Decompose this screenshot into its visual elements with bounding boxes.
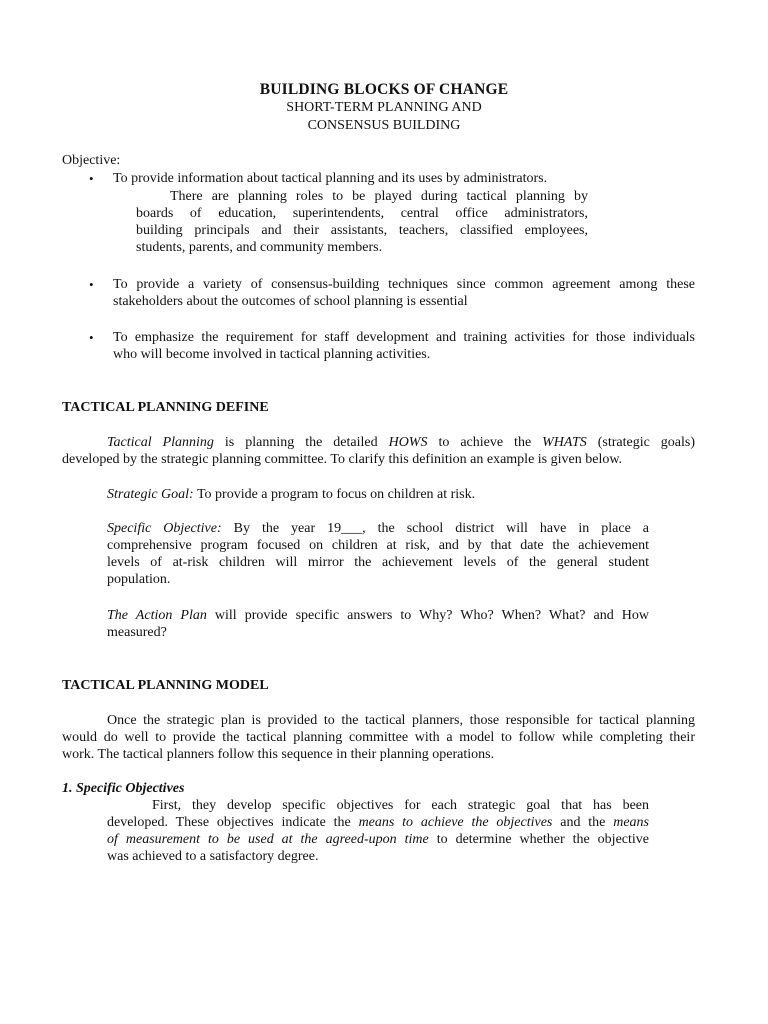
objective-bullet-2 <box>113 276 695 310</box>
model-line: would do well to provide the tactical planning committee with a model to follow while completing their <box>62 730 695 745</box>
step-line <box>107 831 649 848</box>
model-line: Once the strategic plan is provided to the tactical planners, those responsible for tactical planning <box>107 713 695 728</box>
text-run: (strategic goals) <box>586 435 695 450</box>
action-plan <box>107 607 649 641</box>
objective-line: comprehensive program focused on children at risk, and by that date the achievement <box>107 538 649 553</box>
objective-label: Objective: <box>62 153 121 168</box>
text-run: By the year 19___, the school district will have in place a <box>221 521 649 536</box>
objective-line: levels of at-risk children will mirror the achievement levels of the general student <box>107 555 649 570</box>
objective-bullet-1: To provide information about tactical planning and its uses by administrators. <box>113 171 548 186</box>
emphasis-text: means to achieve the objectives <box>358 815 553 830</box>
bullet-line: To emphasize the requirement for staff development and training activities for those individuals <box>113 330 695 345</box>
objective-line: population. <box>107 572 171 587</box>
bullet-line: To provide a variety of consensus-building techniques since common agreement among these <box>113 277 695 292</box>
term-hows: HOWS <box>388 435 428 450</box>
step-line: First, they develop specific objectives for each strategic goal that has been <box>152 798 649 813</box>
step-1-paragraph <box>107 797 649 865</box>
strategic-goal-label: Strategic Goal: <box>107 487 194 502</box>
strategic-goal-text: To provide a program to focus on children at risk. <box>193 487 476 502</box>
detail-line: building principals and their assistants, teachers, classified employees, <box>136 223 588 238</box>
text-run: and the <box>552 815 614 830</box>
text-run: to determine whether the objective <box>428 832 649 847</box>
objective-line <box>107 520 649 537</box>
specific-objective-label: Specific Objective: <box>107 521 222 536</box>
model-paragraph <box>62 712 695 763</box>
step-heading-specific-objectives: 1. Specific Objectives <box>62 781 185 796</box>
section-heading-model: TACTICAL PLANNING MODEL <box>62 678 269 693</box>
document-subtitle-line1: SHORT-TERM PLANNING AND <box>286 100 482 115</box>
action-plan-label: The Action Plan <box>107 608 207 623</box>
emphasis-text: means <box>613 815 649 830</box>
bullet-icon: • <box>89 171 94 186</box>
action-plan-line: measured? <box>107 625 167 640</box>
emphasis-text: of measurement to be used at the agreed-upon time <box>107 832 429 847</box>
objective-bullet-1-detail <box>136 188 588 256</box>
model-line: work. The tactical planners follow this sequence in their planning operations. <box>62 747 495 762</box>
section-heading-define: TACTICAL PLANNING DEFINE <box>62 400 269 415</box>
define-line-2: developed by the strategic planning committee. To clarify this definition an example is given below. <box>62 452 623 467</box>
step-line <box>107 814 649 831</box>
document-subtitle-line2: CONSENSUS BUILDING <box>307 118 461 133</box>
detail-line: students, parents, and community members. <box>136 240 383 255</box>
text-run: is planning the detailed <box>213 435 389 450</box>
bullet-icon: • <box>89 330 94 345</box>
specific-objective <box>107 520 649 588</box>
text-run: to achieve the <box>427 435 543 450</box>
step-line: was achieved to a satisfactory degree. <box>107 849 319 864</box>
objective-bullet-3 <box>113 329 695 363</box>
term-tactical-planning: Tactical Planning <box>107 435 214 450</box>
action-plan-line <box>107 607 649 624</box>
bullet-line: who will become involved in tactical planning activities. <box>113 347 431 362</box>
document-title: BUILDING BLOCKS OF CHANGE <box>259 81 509 98</box>
bullet-icon: • <box>89 277 94 292</box>
detail-line: boards of education, superintendents, central office administrators, <box>136 206 588 221</box>
define-paragraph <box>62 434 695 468</box>
strategic-goal <box>107 486 695 503</box>
text-run: will provide specific answers to Why? Who? When? What? and How <box>206 608 650 623</box>
term-whats: WHATS <box>542 435 587 450</box>
detail-line: There are planning roles to be played during tactical planning by <box>170 189 588 204</box>
text-run: developed. These objectives indicate the <box>107 815 359 830</box>
bullet-line: stakeholders about the outcomes of school planning is essential <box>113 294 468 309</box>
define-line-1 <box>62 434 695 451</box>
